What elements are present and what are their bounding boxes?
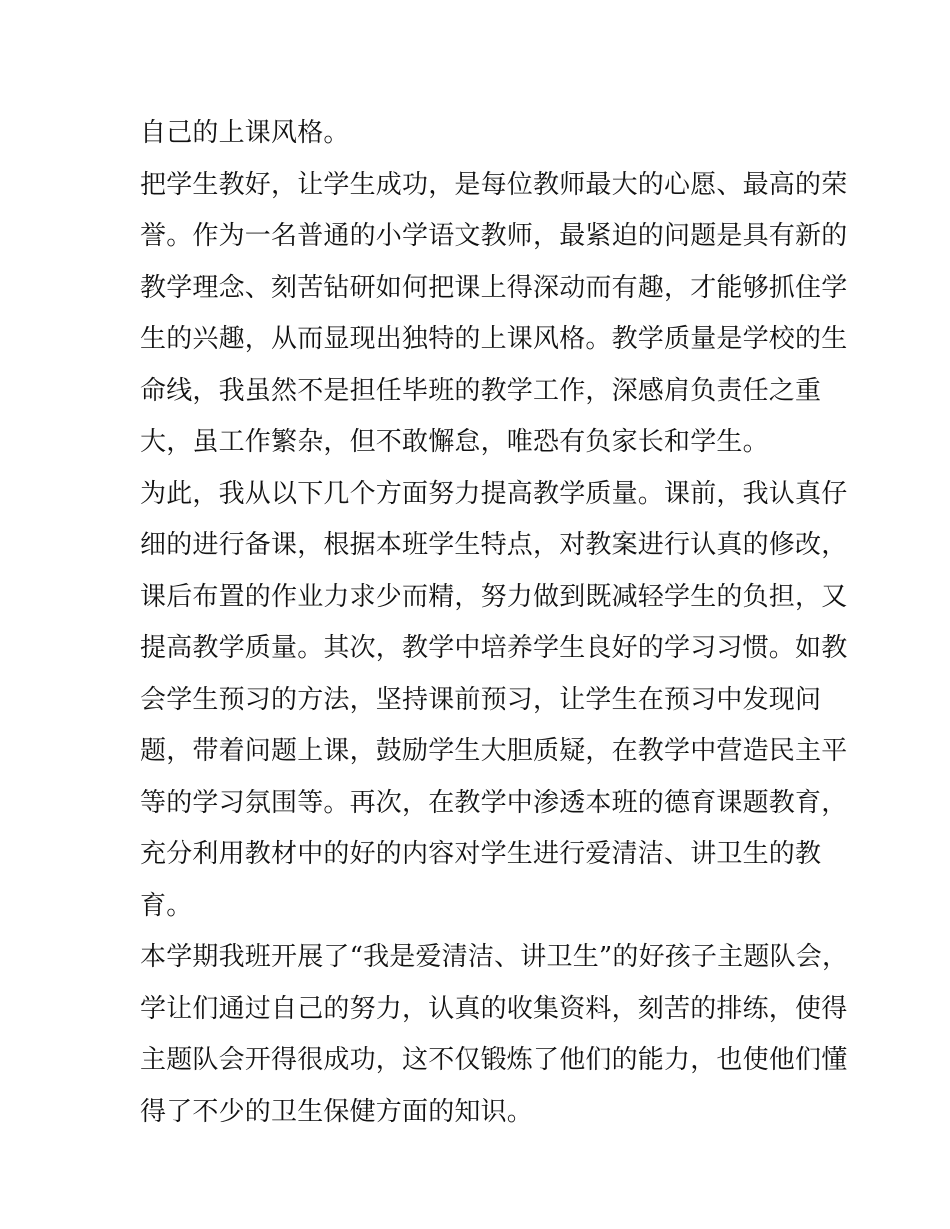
text-line: 得了不少的卫生保健方面的知识。: [140, 1096, 534, 1127]
text-line: 把学生教好，让学生成功，是每位教师最大的心愿、最高的荣: [140, 169, 848, 200]
text-line: 为此，我从以下几个方面努力提高教学质量。课前，我认真仔: [140, 478, 848, 509]
text-line: 育。: [140, 890, 193, 921]
text-line: 教学理念、刻苦钻研如何把课上得深动而有趣，才能够抓住学: [140, 272, 848, 303]
text-line: 会学生预习的方法，坚持课前预习，让学生在预习中发现问: [140, 684, 822, 715]
text-line: 学让们通过自己的努力，认真的收集资料，刻苦的排练，使得: [140, 993, 848, 1024]
text-line: 大，虽工作繁杂，但不敢懈怠，唯恐有负家长和学生。: [140, 427, 769, 457]
text-line: 命线，我虽然不是担任毕班的教学工作，深感肩负责任之重: [140, 375, 822, 406]
text-line: 誉。作为一名普通的小学语文教师，最紧迫的问题是具有新的: [140, 221, 848, 251]
text-line: 等的学习氛围等。再次，在教学中渗透本班的德育课题教育，: [140, 787, 848, 818]
text-line: 自己的上课风格。: [140, 118, 350, 148]
text-line: 细的进行备课，根据本班学生特点，对教案进行认真的修改，: [140, 530, 848, 560]
text-line: 课后布置的作业力求少而精，努力做到既减轻学生的负担，又: [140, 581, 848, 612]
text-line: 提高教学质量。其次，教学中培养学生良好的学习习惯。如教: [140, 633, 848, 663]
text-line: 主题队会开得很成功，这不仅锻炼了他们的能力，也使他们懂: [140, 1045, 848, 1075]
text-line: 生的兴趣，从而显现出独特的上课风格。教学质量是学校的生: [140, 324, 848, 354]
text-line: 本学期我班开展了“我是爱清洁、讲卫生”的好孩子主题队会，: [140, 942, 849, 972]
document-body: [140, 108, 849, 1138]
text-line: 题，带着问题上课，鼓励学生大胆质疑，在教学中营造民主平: [140, 736, 848, 766]
text-line: 充分利用教材中的好的内容对学生进行爱清洁、讲卫生的教: [140, 839, 822, 869]
